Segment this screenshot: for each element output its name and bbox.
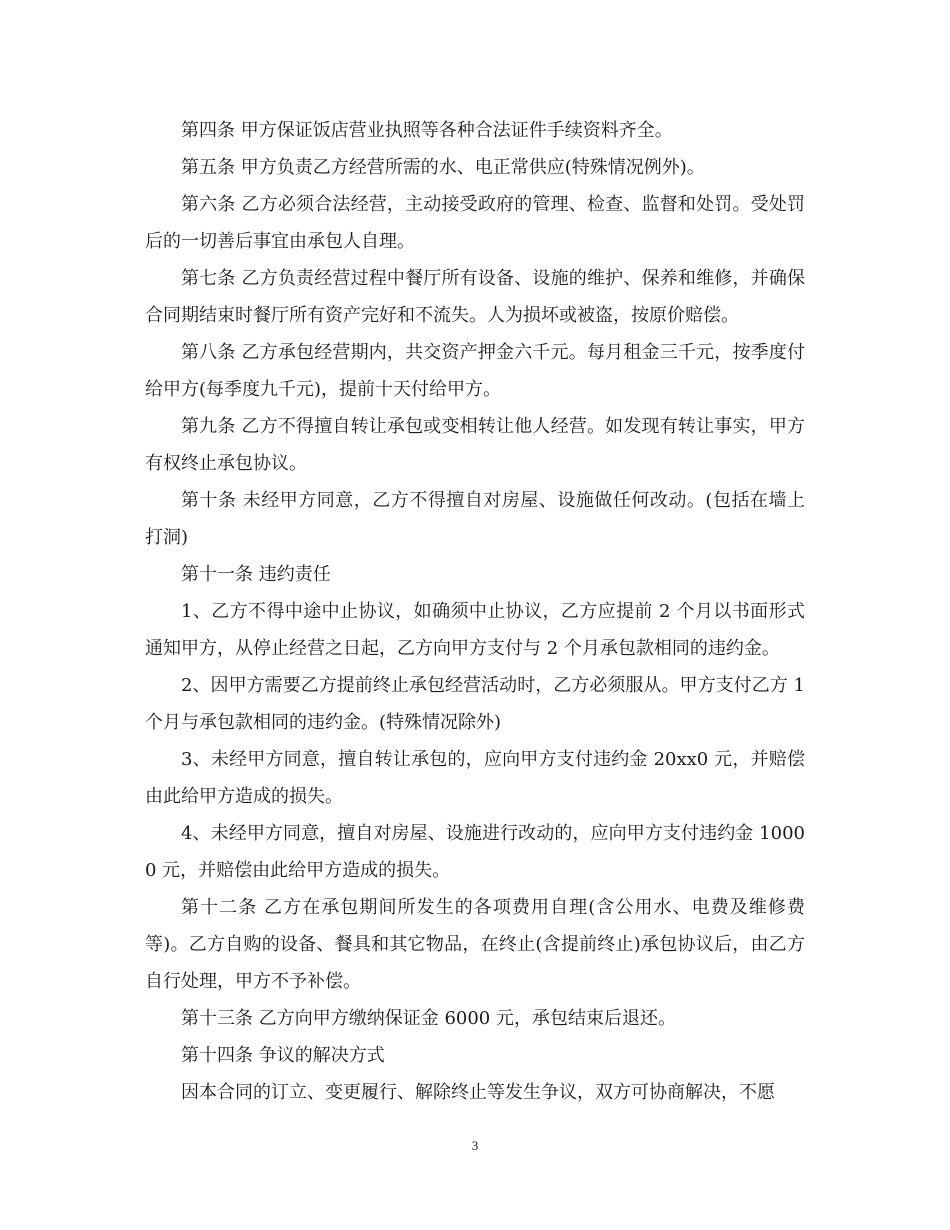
document-body (145, 112, 805, 1111)
article-6-paragraph: 第六条 乙方必须合法经营，主动接受政府的管理、检查、监督和处罚。受处罚后的一切善后事宜由承包人自理。 (145, 194, 805, 252)
article-4-paragraph: 第四条 甲方保证饭店营业执照等各种合法证件手续资料齐全。 (181, 120, 673, 141)
article-5-paragraph: 第五条 甲方负责乙方经营所需的水、电正常供应(特殊情况例外)。 (181, 157, 705, 178)
article-9-paragraph: 第九条 乙方不得擅自转让承包或变相转让他人经营。如发现有转让事实，甲方有权终止承包协议。 (145, 416, 805, 474)
article-8-paragraph: 第八条 乙方承包经营期内，共交资产押金六千元。每月租金三千元，按季度付给甲方(每季度九千元)，提前十天付给甲方。 (145, 342, 805, 400)
dispute-resolution-paragraph: 因本合同的订立、变更履行、解除终止等发生争议，双方可协商解决，不愿 (181, 1082, 775, 1103)
breach-clause-2: 2、因甲方需要乙方提前终止承包经营活动时，乙方必须服从。甲方支付乙方 1 个月与承包款相同的违约金。(特殊情况除外) (145, 675, 805, 733)
breach-clause-3: 3、未经甲方同意，擅自转让承包的，应向甲方支付违约金 20xx0 元，并赔偿由此给甲方造成的损失。 (145, 749, 805, 807)
article-10-paragraph: 第十条 未经甲方同意，乙方不得擅自对房屋、设施做任何改动。(包括在墙上打洞) (145, 490, 805, 548)
article-12-paragraph: 第十二条 乙方在承包期间所发生的各项费用自理(含公用水、电费及维修费等)。乙方自购的设备、餐具和其它物品，在终止(含提前终止)承包协议后，由乙方自行处理，甲方不予补偿。 (145, 897, 805, 992)
article-11-heading: 第十一条 违约责任 (181, 564, 331, 585)
article-7-paragraph: 第七条 乙方负责经营过程中餐厅所有设备、设施的维护、保养和维修，并确保合同期结束时餐厅所有资产完好和不流失。人为损坏或被盗，按原价赔偿。 (145, 268, 805, 326)
page-number: 3 (471, 1138, 479, 1153)
article-13-paragraph: 第十三条 乙方向甲方缴纳保证金 6000 元，承包结束后退还。 (181, 1008, 676, 1029)
breach-clause-1: 1、乙方不得中途中止协议，如确须中止协议，乙方应提前 2 个月以书面形式通知甲方，从停止经营之日起，乙方向甲方支付与 2 个月承包款相同的违约金。 (145, 601, 805, 659)
article-14-heading: 第十四条 争议的解决方式 (181, 1045, 385, 1066)
breach-clause-4: 4、未经甲方同意，擅自对房屋、设施进行改动的，应向甲方支付违约金 10000 元，并赔偿由此给甲方造成的损失。 (145, 823, 805, 881)
